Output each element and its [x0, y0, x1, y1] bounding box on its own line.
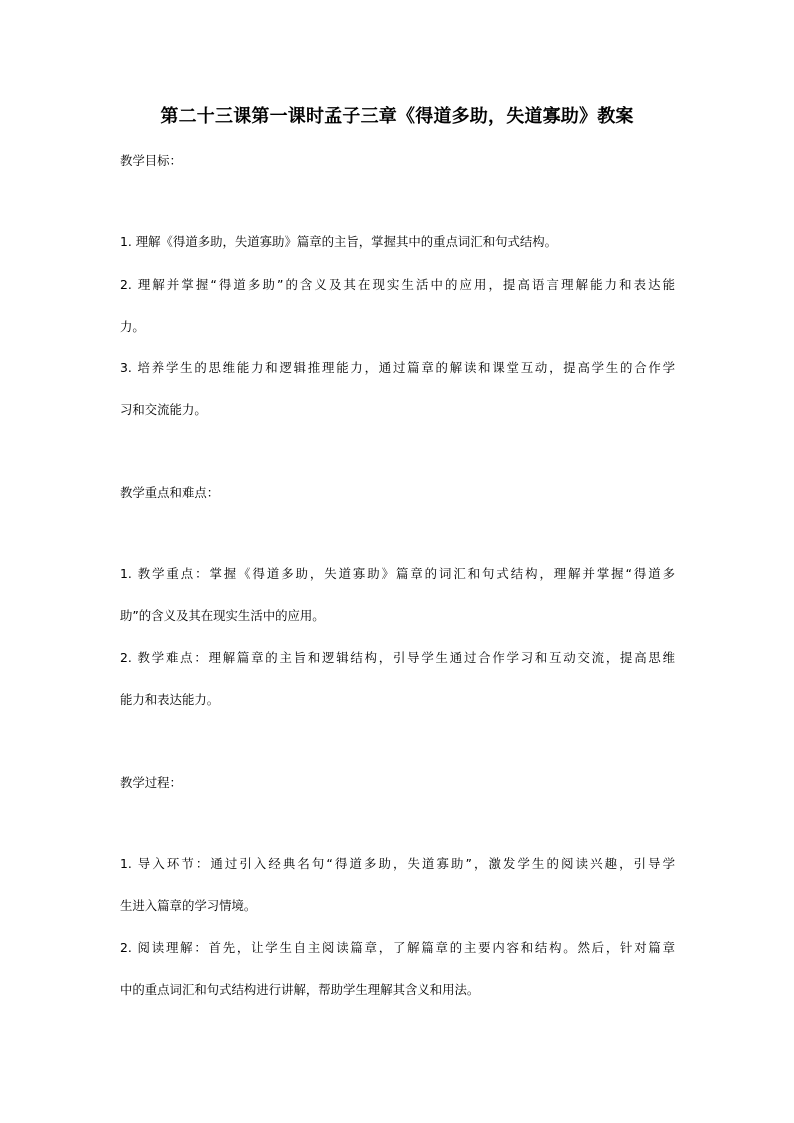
section-heading-objectives: 教学目标：	[120, 153, 182, 168]
objective-item-2-cont: 力。	[120, 319, 145, 334]
objective-item-3-cont: 习和交流能力。	[120, 402, 207, 417]
key-point-item-2-cont: 能力和表达能力。	[120, 692, 220, 707]
objective-item-3: 3. 培养学生的思维能力和逻辑推理能力，通过篇章的解读和课堂互动，提高学生的合作学	[120, 360, 675, 375]
objective-item-2: 2. 理解并掌握“得道多助”的含义及其在现实生活中的应用，提高语言理解能力和表达能	[120, 277, 675, 292]
process-item-1: 1. 导入环节：通过引入经典名句“得道多助，失道寡助”，激发学生的阅读兴趣，引导学	[120, 856, 675, 871]
key-point-item-1: 1. 教学重点：掌握《得道多助，失道寡助》篇章的词汇和句式结构，理解并掌握“得道多	[120, 566, 675, 581]
section-heading-key-points: 教学重点和难点：	[120, 485, 220, 500]
process-item-2: 2. 阅读理解：首先，让学生自主阅读篇章，了解篇章的主要内容和结构。然后，针对篇章	[120, 940, 675, 955]
key-point-item-1-cont: 助”的含义及其在现实生活中的应用。	[120, 608, 325, 623]
process-item-1-cont: 生进入篇章的学习情境。	[120, 898, 257, 913]
process-item-2-cont: 中的重点词汇和句式结构进行讲解，帮助学生理解其含义和用法。	[120, 982, 480, 997]
section-heading-process: 教学过程：	[120, 775, 182, 790]
key-point-item-2: 2. 教学难点：理解篇章的主旨和逻辑结构，引导学生通过合作学习和互动交流，提高思维	[120, 650, 675, 665]
objective-item-1: 1. 理解《得道多助，失道寡助》篇章的主旨，掌握其中的重点词汇和句式结构。	[120, 234, 558, 249]
document-title: 第二十三课第一课时孟子三章《得道多助，失道寡助》教案	[160, 106, 634, 127]
